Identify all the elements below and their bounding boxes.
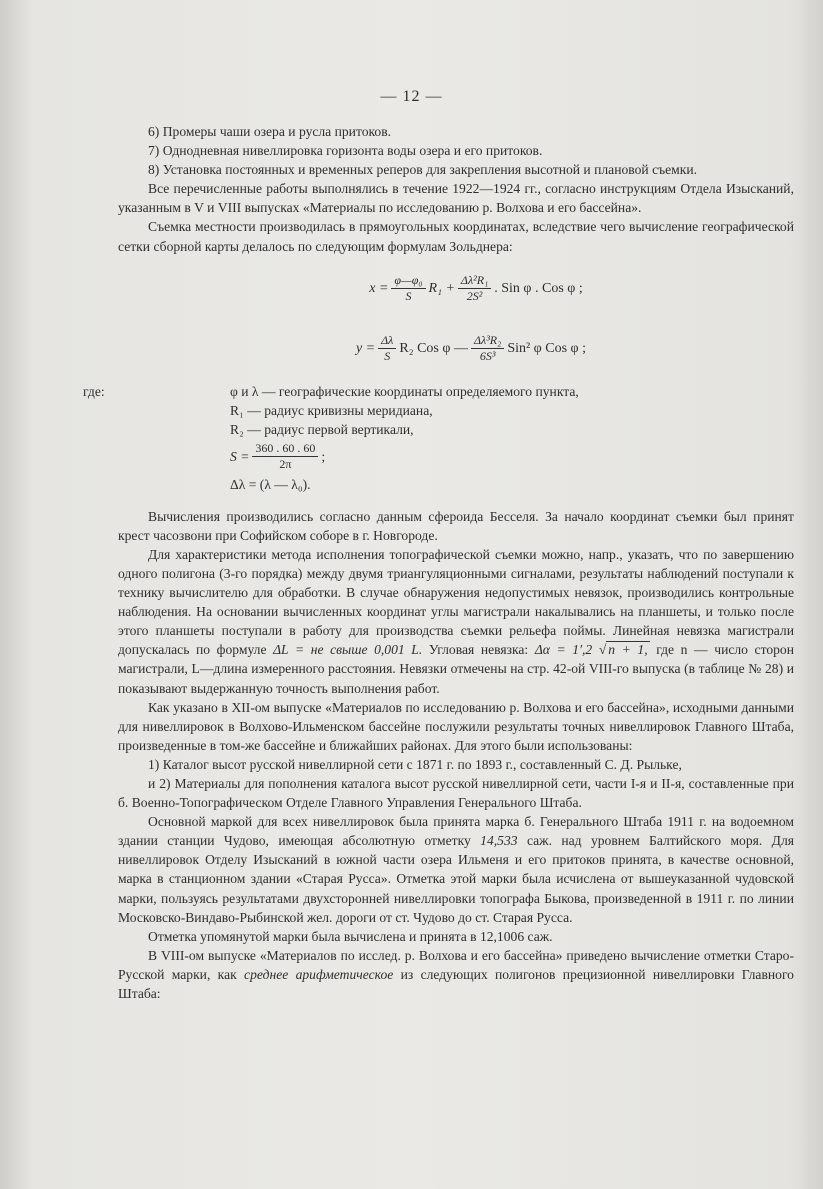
paragraph-method bbox=[118, 545, 794, 698]
where-s-frac bbox=[252, 441, 318, 472]
formula-y-mid: R₂ Cos φ — bbox=[399, 341, 468, 357]
formula-x-tail: . Sin φ . Cos φ ; bbox=[494, 281, 583, 297]
list-item-6: 6) Промеры чаши озера и русла притоков. bbox=[148, 124, 392, 139]
emphasis-arithmetic-mean: среднее арифметическое bbox=[244, 966, 394, 982]
formula-y-frac1-den: S bbox=[384, 349, 391, 364]
formula-x-frac1-den: S bbox=[405, 289, 412, 304]
formula-x-frac2 bbox=[458, 273, 491, 304]
body-text bbox=[83, 122, 794, 1003]
formula-x bbox=[158, 262, 794, 316]
where-s-num: 360 . 60 . 60 bbox=[252, 441, 318, 457]
formula-y-lhs: y = bbox=[355, 341, 376, 357]
paragraph-survey: Съемка местности производилась в прямоугольных координатах, вследствие чего вычисление географической сетки сборной карты делалось по следующим формулам Зольднера: bbox=[118, 219, 794, 254]
formula-y-frac2-num: Δλ³R₂ bbox=[471, 333, 504, 349]
formula-x-lhs: x = bbox=[369, 281, 389, 297]
paragraph-main-mark-text: Основной маркой для всех нивеллировок была принята марка б. Генерального Штаба 1911 г. на водоемном здании станции Чудово, имеющая абсолютную отметку bbox=[118, 814, 794, 849]
formula-y-frac2-den: 6S³ bbox=[479, 349, 496, 364]
paragraph-mark-value: Отметка упомянутой марки была вычислена и принята в 12,1006 саж. bbox=[148, 928, 553, 944]
formula-x-frac1-num: φ—φ₀ bbox=[391, 273, 425, 289]
paragraph-catalog-1: 1) Каталог высот русской нивеллирной сети с 1871 г. по 1893 г., составленный С. Д. Рыльке, bbox=[148, 756, 682, 772]
where-line-r2: R₂ — радиус первой вертикали, bbox=[230, 421, 414, 437]
paragraph-polygons-end: из следующих полигонов прецизионной нивеллировки Главного Штаба: bbox=[118, 966, 794, 1001]
paragraph-method-text: Для характеристики метода исполнения топографической съемки можно, напр., указать, что по завершению одного полигона (3-го порядка) между двумя триангуляционными сигналами, результаты наблюдений поступали к технику вычислителю для обработки. В случае обнаружения недопустимых невязок, производились контрольные наблюдения. На основании вычисленных координат углы магистрали накалывались на планшеты, и только после этого планшеты поступали в работу для производства съемки рельефа поймы. Линейная невязка магистрали допускалась по формуле bbox=[118, 546, 794, 658]
where-line-dlambda: Δλ = (λ — λ₀). bbox=[230, 476, 311, 492]
list-item-7: 7) Однодневная нивеллировка горизонта воды озера и его притоков. bbox=[148, 143, 543, 159]
where-s-lhs: S = bbox=[230, 449, 250, 465]
formula-x-frac1 bbox=[391, 273, 425, 304]
paragraph-bessel: Вычисления производились согласно данным сфероида Бесселя. За начало координат съемки был принят крест часозвони при Софийском соборе в г. Новгороде. bbox=[118, 508, 794, 543]
paragraph-polygons-text: В VIII-ом выпуске «Материалов по исслед. р. Волхова и его бассейна» приведено вычисление отметки Старо-Русской марки, как bbox=[118, 947, 794, 982]
formula-linear-misclosure: ΔL = не свыше 0,001 L. bbox=[273, 642, 423, 658]
paragraph-works: Все перечисленные работы выполнялись в течение 1922—1924 гг., согласно инструкциям Отдела Изысканий, указанным в V и VIII выпусках «Материалы по исследованию р. Волхова и его бассейна». bbox=[118, 181, 794, 216]
formula-x-frac2-num: Δλ²R₁ bbox=[458, 273, 491, 289]
formula-angular-misclosure: Δα = 1′,2 bbox=[534, 642, 593, 658]
paragraph-method-mid: Угловая невязка: bbox=[428, 642, 529, 658]
formula-y-frac2 bbox=[471, 333, 504, 364]
paragraph-main-mark-end: саж. над уровнем Балтийского моря. Для нивеллировок Отделу Изысканий в южной части озера Ильменя и его притоков принята, в качестве основной, марка в станционном здании «Старая Русса». Отметка этой марки была исчислена от вышеуказанной чудовской марки, пользуясь результатами двухсторонней нивеллировки топографа Быкова, произведенной в 1911 г. по линии Московско-Виндаво-Рыбинской жел. дороги от ст. Чудово до ст. Старая Русса. bbox=[118, 833, 794, 925]
where-items bbox=[230, 382, 794, 494]
formula-y-tail: Sin² φ Cos φ ; bbox=[507, 341, 587, 357]
where-line-coords: φ и λ — географические координаты определяемого пункта, bbox=[230, 383, 579, 399]
paragraph-main-mark bbox=[118, 812, 794, 927]
paragraph-method-end: где n — число сторон магистрали, L—длина измеренного расстояния. Невязки отмечены на стр. 42-ой VIII-го выпуска (в таблице № 28) и показывают выдержанную точность выполнения работ. bbox=[118, 642, 794, 696]
formula-y-frac1-num: Δλ bbox=[378, 333, 396, 349]
where-s-den: 2π bbox=[279, 457, 292, 472]
where-s-tail: ; bbox=[321, 449, 326, 465]
list-item-8: 8) Установка постоянных и временных реперов для закрепления высотной и плановой съемки. bbox=[148, 162, 698, 178]
paragraph-sources: Как указано в XII-ом выпуске «Материалов по исследованию р. Волхова и его бассейна», исходными данными для нивеллировок в Волхово-Ильменском бассейне послужили результаты точных нивеллировок Главного Штаба, произведенные в том-же бассейне и ближайших районах. Для этого были использованы: bbox=[118, 699, 794, 753]
mark-elevation-value: 14,533 bbox=[480, 833, 518, 849]
paragraph-catalog-2: и 2) Материалы для пополнения каталога высот русской нивеллирной сети, части I-я и II-я, составленные при б. Военно-Топографическом Отделе Главного Управления Генерального Штаба. bbox=[118, 775, 794, 811]
page-number: — 12 — bbox=[380, 88, 443, 105]
where-label: где: bbox=[83, 383, 105, 399]
where-line-r1: R₁ — радиус кривизны меридиана, bbox=[230, 402, 433, 418]
paragraph-polygons bbox=[118, 946, 794, 1003]
where-block bbox=[83, 382, 794, 494]
formula-y bbox=[148, 322, 794, 376]
sqrt-expression: √ n + 1, bbox=[598, 642, 648, 658]
formula-x-r1: R₁ + bbox=[428, 281, 455, 297]
formula-y-frac1 bbox=[378, 333, 396, 364]
where-formula-s bbox=[230, 439, 325, 475]
formula-x-frac2-den: 2S² bbox=[466, 289, 483, 304]
sqrt-radicand: n + 1, bbox=[608, 642, 648, 658]
